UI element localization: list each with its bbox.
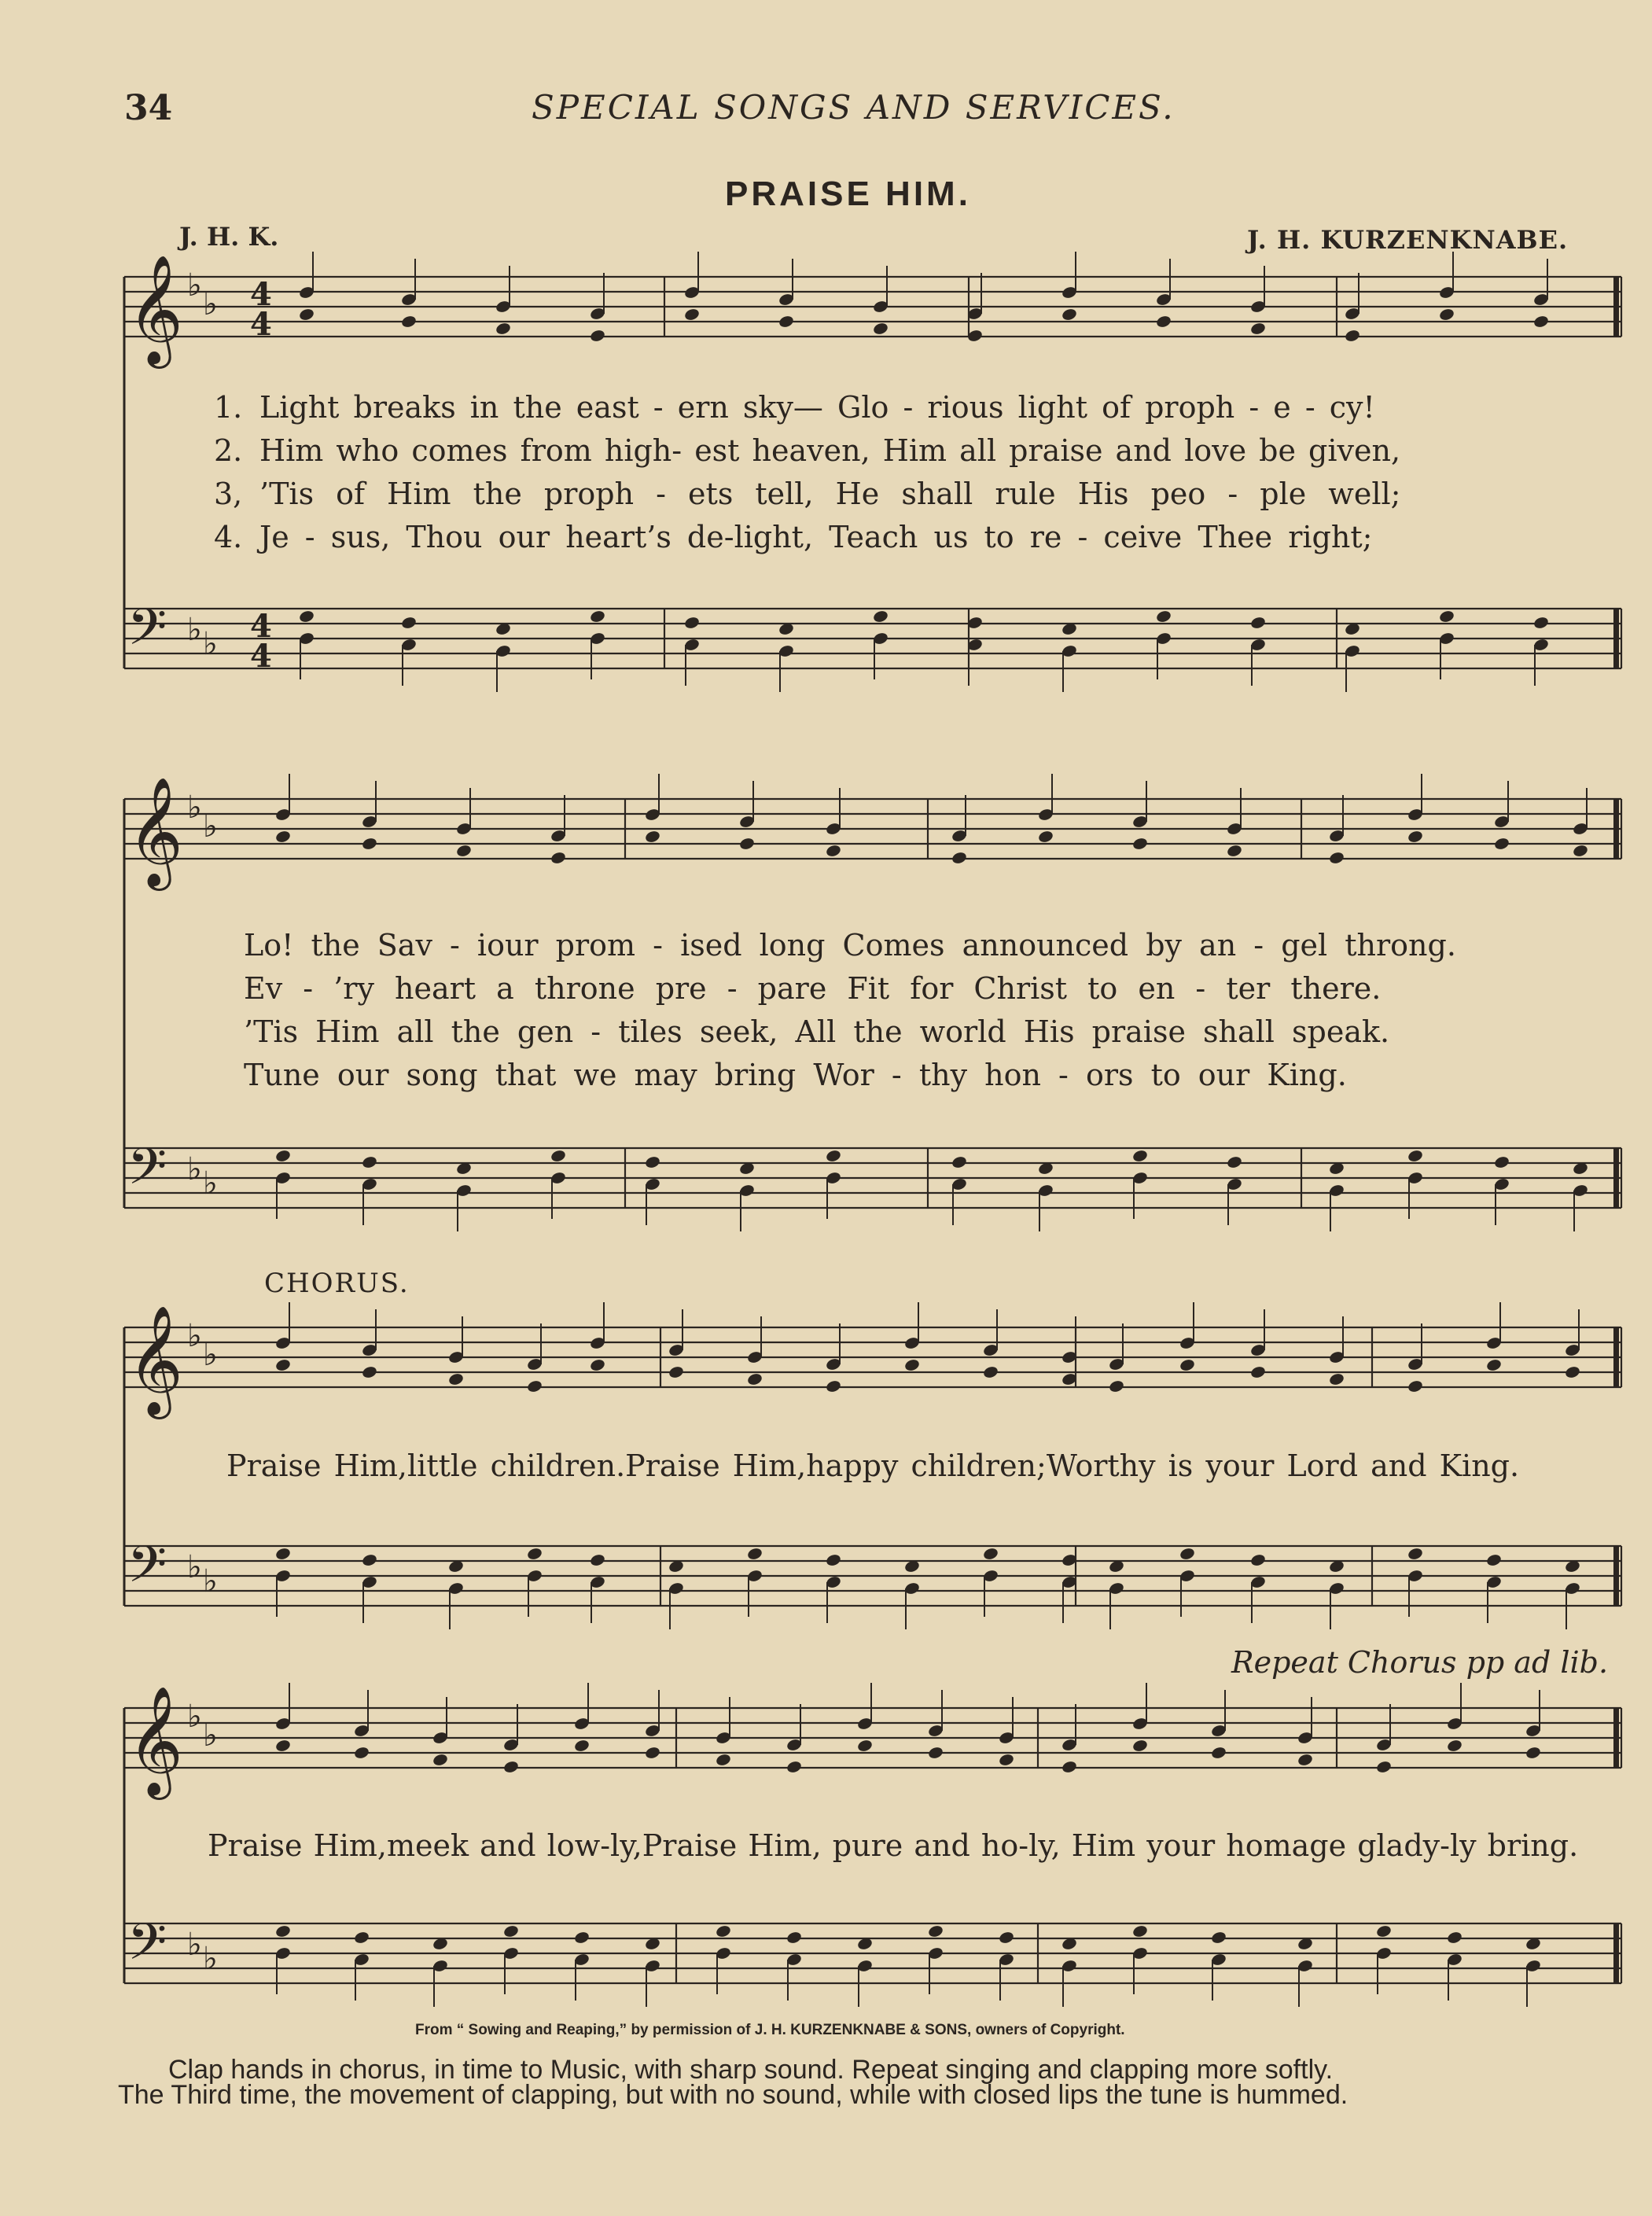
system-2-bass-note: [825, 1149, 841, 1163]
system-4-final-bar: [1613, 1708, 1619, 1768]
system-4-bass-note: [353, 1931, 370, 1945]
lyricist-credit: J. H. K.: [179, 222, 279, 252]
system-3-treble-note: [361, 1365, 377, 1379]
system-4-treble-note: [1131, 1739, 1148, 1753]
system-1-bass-note: [400, 616, 417, 630]
system-2-bass-note: [1131, 1149, 1148, 1163]
system-3-bass-note: [274, 1547, 291, 1561]
system-3-bass-note: [526, 1547, 543, 1561]
verse-2-line-1: Him who comes from high- est heaven, Him all praise and love be given,: [259, 433, 1401, 468]
system-4-treble-note: [715, 1753, 731, 1767]
system-3-bass-note: [1179, 1547, 1195, 1561]
system-2-final-bar: [1613, 1148, 1619, 1208]
instructions-line-2: The Third time, the movement of clapping, but with no sound, while with closed lips the tune is hummed.: [118, 2080, 1348, 2110]
system-3-treble-note: [1564, 1365, 1580, 1379]
system-2-treble-note: [1407, 830, 1423, 844]
system-1-bass-note: [1155, 609, 1172, 624]
bass-clef-icon: 𝄢: [127, 1138, 167, 1209]
system-1-final-bar: [1613, 277, 1619, 337]
system-1-treble-note: [1344, 329, 1360, 343]
verse-1-line-2: Lo! the Sav - iour prom - ised long Comes announced by an - gel throng.: [244, 928, 1456, 963]
system-4-treble-note: [274, 1739, 291, 1753]
system-1-bass-note: [1438, 609, 1455, 624]
verse-3-number: 3,: [214, 477, 243, 511]
system-2-treble-note: [1328, 851, 1345, 865]
system-4-treble-note: [786, 1760, 802, 1774]
system-1-bass-note: [683, 616, 700, 630]
system-4-bass-note: [502, 1924, 519, 1938]
bass-clef-icon: 𝄢: [127, 598, 167, 669]
verse-3-line-1: ’Tis of Him the proph - ets tell, He shall rule His peo - ple well;: [259, 477, 1401, 511]
system-3-bass-note: [1407, 1547, 1423, 1561]
treble-clef-icon: 𝄞: [127, 255, 183, 364]
verse-1-number: 1.: [214, 390, 243, 425]
verse-4-line-2: Tune our song that we may bring Wor - thy hon - ors to our King.: [244, 1058, 1347, 1092]
system-3-treble-note: [668, 1365, 684, 1379]
system-1-bass-note: [298, 609, 315, 624]
system-1-treble-note: [872, 322, 889, 336]
system-4-treble-note: [644, 1746, 660, 1760]
system-4-treble-note: [573, 1739, 590, 1753]
system-3-bass-note: [361, 1553, 377, 1567]
system-4-treble-note: [1375, 1760, 1392, 1774]
system-3-bass-flat-icon: ♭: [203, 1563, 218, 1599]
system-4-treble-note: [998, 1753, 1014, 1767]
system-2-bass-note: [274, 1149, 291, 1163]
system-1-treble-note: [778, 315, 794, 329]
system-3-bass-flat-icon: ♭: [187, 1549, 202, 1585]
system-3-final-bar: [1613, 1546, 1619, 1606]
system-2-treble-note: [1037, 830, 1054, 844]
time-signature: 4: [250, 638, 272, 675]
system-1-treble-note: [1155, 315, 1172, 329]
system-4-treble-note: [1210, 1746, 1227, 1760]
system-3-bass-note: [746, 1547, 763, 1561]
system-3-treble-note: [526, 1379, 543, 1393]
system-3-treble-note: [447, 1372, 464, 1386]
system-4-bass-flat-icon: ♭: [187, 1927, 202, 1963]
system-2-bass-note: [361, 1155, 377, 1169]
system-1-final-bar: [1613, 609, 1619, 668]
system-1-bass-note: [872, 609, 889, 624]
system-3-treble-note: [903, 1358, 920, 1372]
performance-instructions: [118, 2055, 1348, 2110]
system-1-treble-note: [495, 322, 511, 336]
system-2-bass-note: [1493, 1155, 1510, 1169]
chorus-lyric-1: Praise Him,little children.Praise Him,happy children;Worthy is your Lord and King.: [226, 1448, 1520, 1483]
system-2-bass-note: [550, 1149, 566, 1163]
system-3-treble-flat-icon: ♭: [187, 1318, 202, 1354]
song-title: PRAISE HIM.: [725, 175, 971, 213]
system-1-treble-note: [683, 307, 700, 322]
verse-4-number: 4.: [214, 520, 243, 554]
system-2-bass-flat-icon: ♭: [187, 1151, 202, 1187]
verse-1-line-1: Light breaks in the east - ern sky— Glo - rious light of proph - e - cy!: [259, 390, 1375, 425]
system-1-bass-note: [589, 609, 605, 624]
system-2-bass-note: [1226, 1155, 1242, 1169]
system-3-bass-note: [1485, 1553, 1502, 1567]
system-1-treble-note: [400, 315, 417, 329]
system-3-treble-note: [1328, 1372, 1345, 1386]
system-2-treble-note: [951, 851, 967, 865]
system-2-bass-note: [644, 1155, 660, 1169]
system-4-bass-note: [1210, 1931, 1227, 1945]
verse-3-line-2: ’Tis Him all the gen - tiles seek, All the world His praise shall speak.: [244, 1014, 1390, 1049]
time-signature: 4: [250, 608, 272, 645]
system-1-treble-flat-icon: ♭: [187, 267, 202, 304]
system-2-treble-note: [550, 851, 566, 865]
system-4-bass-note: [786, 1931, 802, 1945]
system-2-treble-note: [1572, 844, 1588, 858]
system-1-treble-note: [1532, 315, 1549, 329]
system-2-treble-note: [1131, 837, 1148, 851]
system-1-bass-note: [1532, 616, 1549, 630]
chorus-lyric-2: Praise Him,meek and low-ly,Praise Him, pure and ho-ly, Him your homage glady-ly bring.: [208, 1828, 1579, 1863]
system-3-treble-note: [982, 1365, 999, 1379]
system-3-bass-note: [589, 1553, 605, 1567]
system-4-bass-note: [274, 1924, 291, 1938]
system-4-bass-note: [573, 1931, 590, 1945]
system-4-bass-note: [1375, 1924, 1392, 1938]
treble-clef-icon: 𝄞: [127, 777, 183, 886]
chorus-label: CHORUS.: [264, 1268, 410, 1299]
instructions-line-1: Clap hands in chorus, in time to Music, with sharp sound. Repeat singing and clapping more softly.: [168, 2055, 1334, 2085]
system-4-treble-note: [1446, 1739, 1463, 1753]
verse-4-line-1: Je - sus, Thou our heart’s de-light, Teach us to re - ceive Thee right;: [259, 520, 1373, 554]
system-4-bass-flat-icon: ♭: [203, 1941, 218, 1977]
running-title: SPECIAL SONGS AND SERVICES.: [532, 88, 1176, 127]
system-3-bass-note: [1249, 1553, 1266, 1567]
page-number: 34: [124, 88, 173, 128]
system-4-final-bar: [1613, 1923, 1619, 1983]
system-2-treble-flat-icon: ♭: [187, 790, 202, 826]
system-3-treble-note: [1407, 1379, 1423, 1393]
time-signature: 4: [250, 306, 272, 343]
system-3-bass-note: [982, 1547, 999, 1561]
system-4-bass-note: [715, 1924, 731, 1938]
system-2-treble-note: [644, 830, 660, 844]
verse-2-line-2: Ev - ’ry heart a throne pre - pare Fit for Christ to en - ter there.: [244, 971, 1382, 1006]
system-4-bass-note: [998, 1931, 1014, 1945]
system-1-bass-flat-icon: ♭: [187, 612, 202, 648]
system-2-treble-note: [274, 830, 291, 844]
system-3-treble-note: [1249, 1365, 1266, 1379]
system-4-treble-note: [502, 1760, 519, 1774]
treble-clef-icon: 𝄞: [127, 1686, 183, 1795]
system-2-bass-note: [951, 1155, 967, 1169]
system-4-treble-note: [432, 1753, 448, 1767]
system-3-treble-note: [1179, 1358, 1195, 1372]
system-4-bass-note: [1131, 1924, 1148, 1938]
time-signature: 4: [250, 276, 272, 313]
system-2-treble-note: [361, 837, 377, 851]
system-2-treble-note: [738, 837, 755, 851]
system-4-treble-note: [927, 1746, 944, 1760]
system-4-treble-note: [1061, 1760, 1077, 1774]
system-3-treble-note: [825, 1379, 841, 1393]
bass-clef-icon: 𝄢: [127, 1536, 167, 1607]
system-3-treble-note: [1485, 1358, 1502, 1372]
system-1-bass-flat-icon: ♭: [203, 626, 218, 662]
system-3-bass-note: [825, 1553, 841, 1567]
system-4-bass-note: [927, 1924, 944, 1938]
system-2-treble-note: [825, 844, 841, 858]
system-2-bass-note: [1407, 1149, 1423, 1163]
system-2-bass-flat-icon: ♭: [203, 1165, 218, 1202]
copyright-footnote: From “ Sowing and Reaping,” by permission of J. H. KURZENKNABE & SONS, owners of Copyright.: [415, 2022, 1125, 2038]
system-2-treble-flat-icon: ♭: [203, 808, 218, 845]
system-1-treble-note: [589, 329, 605, 343]
system-1-treble-flat-icon: ♭: [203, 286, 218, 322]
system-4-treble-note: [353, 1746, 370, 1760]
system-3-treble-note: [1108, 1379, 1124, 1393]
system-1-treble-note: [298, 307, 315, 322]
system-2-final-bar: [1613, 799, 1619, 859]
system-2-treble-note: [1493, 837, 1510, 851]
system-2-treble-note: [1226, 844, 1242, 858]
system-3-treble-note: [589, 1358, 605, 1372]
verse-2-number: 2.: [214, 433, 243, 468]
system-3-treble-note: [746, 1372, 763, 1386]
system-1-treble-note: [1249, 322, 1266, 336]
system-2-treble-note: [455, 844, 472, 858]
system-4-treble-flat-icon: ♭: [187, 1699, 202, 1735]
bass-clef-icon: 𝄢: [127, 1913, 167, 1984]
system-3-treble-note: [274, 1358, 291, 1372]
system-4-bass-note: [1446, 1931, 1463, 1945]
system-4-treble-note: [1525, 1746, 1541, 1760]
system-3-treble-flat-icon: ♭: [203, 1337, 218, 1373]
repeat-note: Repeat Chorus pp ad lib.: [1231, 1645, 1609, 1680]
system-1-treble-note: [1438, 307, 1455, 322]
system-3-final-bar: [1613, 1327, 1619, 1387]
system-1-bass-note: [1249, 616, 1266, 630]
system-4-treble-note: [856, 1739, 873, 1753]
treble-clef-icon: 𝄞: [127, 1305, 183, 1415]
composer-credit: J. H. KURZENKNABE.: [1247, 225, 1569, 255]
system-1-treble-note: [1061, 307, 1077, 322]
system-4-treble-note: [1297, 1753, 1313, 1767]
system-4-treble-flat-icon: ♭: [203, 1717, 218, 1754]
